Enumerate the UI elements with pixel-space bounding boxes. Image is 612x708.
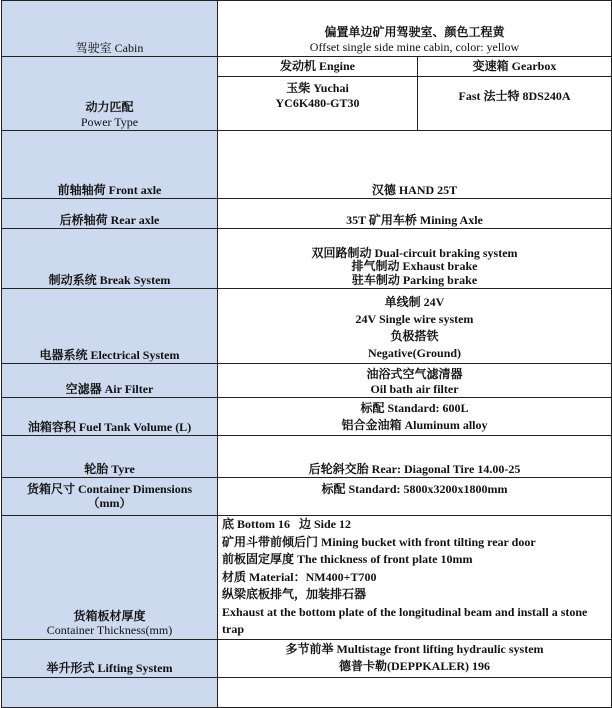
lifting-brand: 德普卡勒(DEPPKALER) 196 xyxy=(339,659,490,673)
container-dim-label-2: （mm） xyxy=(87,496,132,510)
engine-brand: 玉柴 Yuchai xyxy=(286,81,349,95)
row-cutoff xyxy=(2,677,612,707)
lifting-label: 举升形式 Lifting System xyxy=(2,639,218,677)
electrical-line: 24V Single wire system xyxy=(355,312,474,326)
container-dim-label xyxy=(2,478,218,516)
brake-line: 驻车制动 Parking brake xyxy=(351,272,478,287)
tyre-label: 轮胎 Tyre xyxy=(2,436,218,478)
row-cabin xyxy=(2,1,612,57)
cabin-value xyxy=(218,1,612,57)
fuel-tank-material: 铝合金油箱 Aluminum alloy xyxy=(341,417,488,432)
thickness-line: 前板固定厚度 The thickness of front plate 10mm xyxy=(222,552,473,566)
lifting-system: 多节前举 Multistage front lifting hydraulic system xyxy=(285,642,544,656)
spec-table xyxy=(1,0,612,708)
cabin-value-cn: 偏置单边矿用驾驶室、颜色工程黄 xyxy=(324,25,505,39)
thickness-label xyxy=(2,516,218,640)
engine-value xyxy=(218,77,418,131)
thickness-label-en: Container Thickness(mm) xyxy=(46,623,173,637)
brake-line: 排气制动 Exhaust brake xyxy=(351,259,478,273)
electrical-value xyxy=(218,289,612,364)
cabin-value-en: Offset single side mine cabin, color: yellow xyxy=(309,39,520,54)
fuel-tank-value xyxy=(218,398,612,436)
row-container-dim xyxy=(2,478,612,516)
container-dim-label-1: 货箱尺寸 Container Dimensions xyxy=(26,481,193,496)
tyre-value: 后轮斜交胎 Rear: Diagonal Tire 14.00-25 xyxy=(218,436,612,478)
power-label-en: Power Type xyxy=(80,114,139,129)
cutoff-value xyxy=(218,677,612,707)
thickness-line: 纵梁底板排气，加装排石器 xyxy=(222,587,367,601)
front-axle-value: 汉德 HAND 25T xyxy=(218,131,612,199)
row-rear-axle xyxy=(2,199,612,229)
fuel-tank-label: 油箱容积 Fuel Tank Volume (L) xyxy=(2,398,218,436)
cabin-label: 驾驶室 Cabin xyxy=(2,1,218,57)
fuel-tank-standard: 标配 Standard: 600L xyxy=(360,400,469,415)
row-front-axle xyxy=(2,131,612,199)
air-filter-label: 空滤器 Air Filter xyxy=(2,364,218,398)
row-brake xyxy=(2,229,612,289)
thickness-line: 矿用斗带前倾后门 Mining bucket with front tilting rear door xyxy=(222,534,536,549)
thickness-label-cn: 货箱板材厚度 xyxy=(73,608,146,623)
thickness-value xyxy=(218,516,612,640)
air-filter-en: Oil bath air filter xyxy=(370,381,459,396)
electrical-label: 电器系统 Electrical System xyxy=(2,289,218,364)
electrical-line: Negative(Ground) xyxy=(367,346,462,360)
rear-axle-label: 后桥轴荷 Rear axle xyxy=(2,199,218,229)
row-thickness xyxy=(2,516,612,640)
row-tyre xyxy=(2,436,612,478)
brake-line: 双回路制动 Dual-circuit braking system xyxy=(311,245,518,260)
brake-value xyxy=(218,229,612,289)
lifting-value xyxy=(218,639,612,677)
container-dim-value: 标配 Standard: 5800x3200x1800mm xyxy=(218,478,612,516)
engine-header: 发动机 Engine xyxy=(218,57,418,77)
row-electrical xyxy=(2,289,612,364)
thickness-line: 材质 Material：NM400+T700 xyxy=(222,569,377,584)
electrical-line: 单线制 24V xyxy=(384,295,445,309)
rear-axle-value: 35T 矿用车桥 Mining Axle xyxy=(218,199,612,229)
engine-model: YC6K480-GT30 xyxy=(275,95,360,110)
power-label-cn: 动力匹配 xyxy=(85,100,134,114)
cutoff-label xyxy=(2,677,218,707)
gearbox-value: Fast 法士特 8DS240A xyxy=(418,77,612,131)
row-air-filter xyxy=(2,364,612,398)
front-axle-label: 前轴轴荷 Front axle xyxy=(2,131,218,199)
row-fuel-tank xyxy=(2,398,612,436)
thickness-line: Exhaust at the bottom plate of the longitudinal beam and install a stone trap xyxy=(222,604,588,636)
electrical-line: 负极搭铁 xyxy=(390,329,439,343)
row-lifting xyxy=(2,639,612,677)
thickness-line: 底 Bottom 16 边 Side 12 xyxy=(222,517,352,531)
row-power-header xyxy=(2,57,612,77)
air-filter-cn: 油浴式空气滤清器 xyxy=(366,367,463,381)
air-filter-value xyxy=(218,364,612,398)
brake-label: 制动系统 Break System xyxy=(2,229,218,289)
power-label xyxy=(2,57,218,131)
gearbox-header: 变速箱 Gearbox xyxy=(418,57,612,77)
